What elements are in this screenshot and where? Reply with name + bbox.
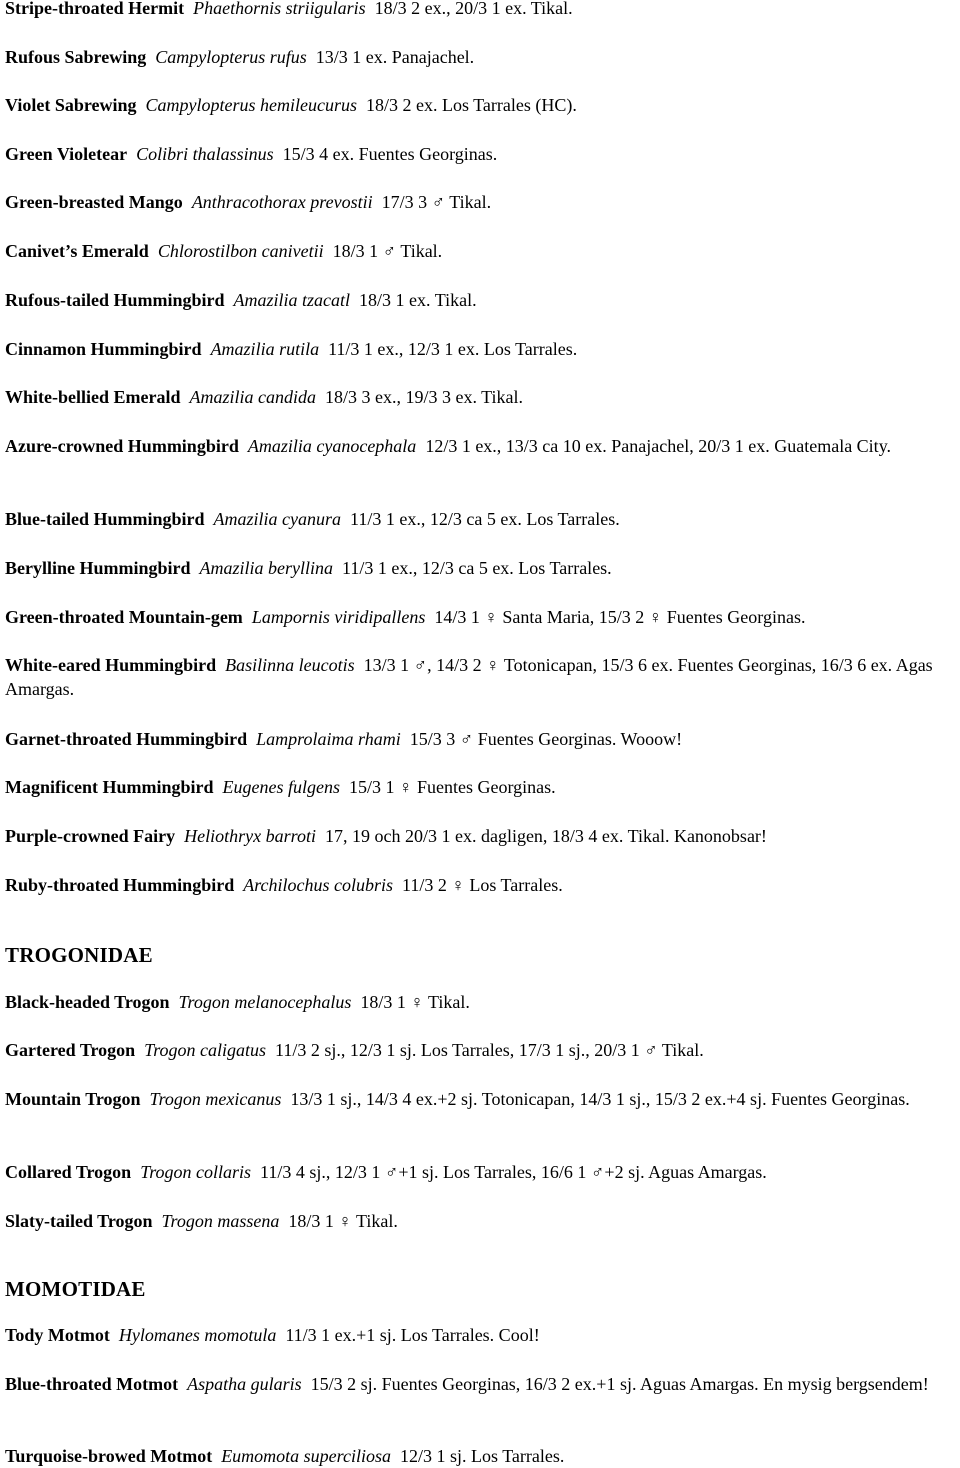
species-entry (5, 873, 960, 897)
scientific-name: Amazilia cyanura (213, 509, 342, 529)
species-entry (5, 142, 960, 166)
common-name: White-eared Hummingbird (5, 655, 217, 675)
observation-text: 11/3 1 ex.+1 sj. Los Tarrales. Cool! (285, 1325, 540, 1345)
scientific-name: Campylopterus hemileucurus (145, 95, 357, 115)
common-name: Stripe-throated Hermit (5, 0, 185, 18)
species-entry (5, 1160, 960, 1184)
common-name: Mountain Trogon (5, 1089, 141, 1109)
common-name: Canivet’s Emerald (5, 241, 149, 261)
species-entry (5, 239, 960, 263)
scientific-name: Aspatha gularis (187, 1374, 302, 1394)
scientific-name: Anthracothorax prevostii (191, 192, 373, 212)
species-entry (5, 775, 960, 799)
scientific-name: Trogon collaris (140, 1162, 252, 1182)
scientific-name: Basilinna leucotis (225, 655, 355, 675)
scientific-name: Trogon massena (161, 1211, 280, 1231)
species-entry (5, 990, 960, 1014)
scientific-name: Amazilia candida (189, 387, 316, 407)
scientific-name: Hylomanes momotula (118, 1325, 277, 1345)
observation-text: 18/3 1 ♂ Tikal. (332, 241, 443, 261)
observation-text: 11/3 1 ex., 12/3 ca 5 ex. Los Tarrales. (350, 509, 620, 529)
common-name: Green-throated Mountain-gem (5, 607, 243, 627)
scientific-name: Lamprolaima rhami (256, 729, 401, 749)
observation-text: 15/3 1 ♀ Fuentes Georginas. (349, 777, 556, 797)
observation-text: 18/3 2 ex. Los Tarrales (HC). (366, 95, 577, 115)
observation-text: 13/3 1 ex. Panajachel. (315, 47, 475, 67)
species-entry (5, 0, 960, 20)
common-name: Green-breasted Mango (5, 192, 183, 212)
observation-text: 15/3 2 sj. Fuentes Georginas, 16/3 2 ex.+1 sj. Aguas Amargas. En mysig bergsendem! (310, 1374, 929, 1394)
species-entry (5, 385, 960, 409)
common-name: Slaty-tailed Trogon (5, 1211, 153, 1231)
common-name: Blue-tailed Hummingbird (5, 509, 205, 529)
species-entry (5, 556, 960, 580)
observation-text: 18/3 1 ex. Tikal. (359, 290, 477, 310)
scientific-name: Trogon mexicanus (149, 1089, 282, 1109)
scientific-name: Lampornis viridipallens (251, 607, 426, 627)
species-entry (5, 824, 960, 848)
scientific-name: Amazilia cyanocephala (247, 436, 417, 456)
common-name: Azure-crowned Hummingbird (5, 436, 239, 456)
common-name: Magnificent Hummingbird (5, 777, 214, 797)
common-name: Ruby-throated Hummingbird (5, 875, 235, 895)
family-heading: MOMOTIDAE (5, 1277, 146, 1301)
species-entry (5, 605, 960, 629)
common-name: Gartered Trogon (5, 1040, 136, 1060)
scientific-name: Amazilia tzacatl (233, 290, 351, 310)
observation-text: 11/3 2 sj., 12/3 1 sj. Los Tarrales, 17/3 1 sj., 20/3 1 ♂ Tikal. (275, 1040, 704, 1060)
species-entry (5, 727, 960, 751)
observation-text: 15/3 3 ♂ Fuentes Georginas. Wooow! (409, 729, 683, 749)
observation-text: 17, 19 och 20/3 1 ex. dagligen, 18/3 4 ex. Tikal. Kanonobsar! (324, 826, 767, 846)
observation-text: 13/3 1 ♂, 14/3 2 ♀ Totonicapan, 15/3 6 ex. Fuentes Georginas, 16/3 6 ex. Agas Amargas. (5, 655, 933, 699)
common-name: Rufous Sabrewing (5, 47, 147, 67)
common-name: Violet Sabrewing (5, 95, 137, 115)
species-entry (5, 507, 960, 531)
scientific-name: Chlorostilbon canivetii (157, 241, 324, 261)
species-entry (5, 653, 960, 701)
observation-text: 17/3 3 ♂ Tikal. (381, 192, 492, 212)
common-name: Berylline Hummingbird (5, 558, 191, 578)
common-name: Cinnamon Hummingbird (5, 339, 202, 359)
species-entry (5, 1444, 960, 1468)
scientific-name: Eumomota superciliosa (221, 1446, 392, 1466)
species-entry (5, 45, 960, 69)
observation-text: 11/3 1 ex., 12/3 1 ex. Los Tarrales. (328, 339, 578, 359)
observation-text: 18/3 3 ex., 19/3 3 ex. Tikal. (324, 387, 523, 407)
scientific-name: Heliothryx barroti (184, 826, 316, 846)
scientific-name: Colibri thalassinus (136, 144, 274, 164)
common-name: Garnet-throated Hummingbird (5, 729, 248, 749)
species-entry (5, 1323, 960, 1347)
common-name: Black-headed Trogon (5, 992, 170, 1012)
species-entry (5, 288, 960, 312)
species-entry (5, 434, 960, 458)
observation-text: 18/3 1 ♀ Tikal. (360, 992, 470, 1012)
scientific-name: Eugenes fulgens (222, 777, 340, 797)
species-entry (5, 1087, 960, 1111)
observation-text: 14/3 1 ♀ Santa Maria, 15/3 2 ♀ Fuentes Georginas. (434, 607, 806, 627)
observation-text: 11/3 1 ex., 12/3 ca 5 ex. Los Tarrales. (342, 558, 612, 578)
scientific-name: Phaethornis striigularis (193, 0, 366, 18)
common-name: Turquoise-browed Motmot (5, 1446, 213, 1466)
scientific-name: Campylopterus rufus (155, 47, 307, 67)
common-name: Purple-crowned Fairy (5, 826, 176, 846)
species-entry (5, 190, 960, 214)
observation-text: 18/3 1 ♀ Tikal. (288, 1211, 398, 1231)
common-name: Tody Motmot (5, 1325, 110, 1345)
common-name: Blue-throated Motmot (5, 1374, 179, 1394)
scientific-name: Amazilia rutila (210, 339, 320, 359)
common-name: Collared Trogon (5, 1162, 132, 1182)
observation-text: 18/3 2 ex., 20/3 1 ex. Tikal. (374, 0, 573, 18)
common-name: Green Violetear (5, 144, 128, 164)
scientific-name: Archilochus colubris (243, 875, 394, 895)
scientific-name: Trogon caligatus (144, 1040, 267, 1060)
scientific-name: Trogon melanocephalus (178, 992, 352, 1012)
species-entry (5, 337, 960, 361)
species-entry (5, 1038, 960, 1062)
species-entry (5, 93, 960, 117)
common-name: White-bellied Emerald (5, 387, 181, 407)
scientific-name: Amazilia beryllina (199, 558, 334, 578)
observation-text: 13/3 1 sj., 14/3 4 ex.+2 sj. Totonicapan, 14/3 1 sj., 15/3 2 ex.+4 sj. Fuentes Georginas. (290, 1089, 910, 1109)
observation-text: 12/3 1 sj. Los Tarrales. (400, 1446, 565, 1466)
species-entry (5, 1372, 960, 1396)
observation-text: 11/3 2 ♀ Los Tarrales. (402, 875, 563, 895)
family-heading: TROGONIDAE (5, 943, 153, 967)
observation-text: 12/3 1 ex., 13/3 ca 10 ex. Panajachel, 20/3 1 ex. Guatemala City. (425, 436, 892, 456)
observation-text: 11/3 4 sj., 12/3 1 ♂+1 sj. Los Tarrales, 16/6 1 ♂+2 sj. Aguas Amargas. (260, 1162, 767, 1182)
common-name: Rufous-tailed Hummingbird (5, 290, 225, 310)
observation-text: 15/3 4 ex. Fuentes Georginas. (282, 144, 498, 164)
species-entry (5, 1209, 960, 1233)
